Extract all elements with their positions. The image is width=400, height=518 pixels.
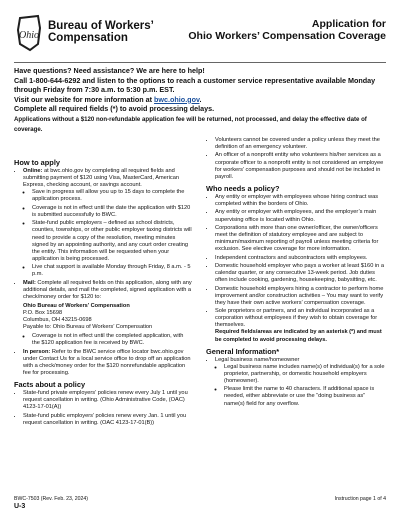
- website-link[interactable]: bwc.ohio.gov: [154, 94, 200, 104]
- footer-left: [14, 496, 88, 510]
- list-item: ◦ Please limit the name to 40 characters. If additional space is needed, either abbreviate or use the “doing business as” name(s) field for any overflow.: [224, 386, 386, 407]
- legal-name-sub-list: [215, 364, 386, 408]
- intro-visit-text: Visit our website for more information at: [14, 94, 153, 104]
- in-person-text: Refer to the BWC service office locator bwc.ohio.gov under Contact Us for a local service office to drop off an application with a check/money order for the $120 nonrefundable application fee for processing.: [23, 348, 191, 377]
- mail-label: Mail:: [23, 279, 36, 286]
- agency-line-2: Compensation: [48, 32, 128, 44]
- intro-section: [14, 66, 386, 134]
- list-item: • Volunteers cannot be covered under a policy unless they meet the definition of an emergency volunteer.: [215, 137, 386, 151]
- list-item: ◦ Save in progress will allow you up to 15 days to complete the application process.: [32, 189, 192, 203]
- mail-sub-list: [23, 333, 192, 347]
- list-item: ◦ Legal business name includes name(s) of individual(s) for a sole proprietor, partnership, or domestic household employers (homeowner).: [224, 364, 386, 385]
- form-title: [176, 18, 386, 42]
- list-item: [23, 168, 192, 278]
- intro-complete: Complete all required fields (*) to avoid processing delays.: [14, 104, 215, 114]
- form-code: U-3: [14, 503, 26, 510]
- list-item: • Any entity or employer with employees whose hiring contract was completed within the borders of Ohio.: [215, 194, 386, 208]
- list-item: ◦ Coverage is not in effect until the completed application, with the $120 application fee is received by BWC.: [32, 333, 192, 347]
- ohio-logo-icon: [14, 14, 44, 52]
- header-divider: [14, 62, 386, 63]
- svg-text:Ohio: Ohio: [19, 30, 39, 41]
- list-item: ◦ State-fund public employers – defined as school districts, counties, townships, or other public employer taxing districts will need to provide a copy of the resolution, meeting minutes signed by an appointing authority, and any court order creating the entity. This information will be requested when your application is being processed.: [32, 220, 192, 263]
- address-line: Ohio Bureau of Workers’ Compensation: [23, 302, 130, 309]
- volunteer-list: [206, 137, 386, 181]
- list-item: • Independent contractors and subcontractors with employees.: [215, 255, 386, 262]
- address-line: Columbus, OH 43215-0698: [23, 317, 92, 324]
- how-to-apply-heading: How to apply: [14, 158, 60, 167]
- who-needs-heading: Who needs a policy?: [206, 183, 280, 193]
- intro-call: Call 1-800-644-6292 and listen to the options to reach a customer service representative available Monday through Friday from 7:30 a.m. to 5:30 p.m. EST.: [14, 75, 376, 95]
- list-item: • Corporations with more than one owner/officer, the owner/officers meet the definition of statutory employee and are subject to minimum/maximum reporting of payroll unless meeting criteria for exclusion. See elective coverage for more information.: [215, 225, 386, 253]
- header: [14, 14, 386, 60]
- form-number: BWC-7503 (Rev. Feb. 23, 2024): [14, 496, 89, 502]
- list-item: • State-fund public employers’ policies renew every Jan. 1 until you request cancellation in writing. (OAC 4123-17-01(B)): [23, 413, 192, 427]
- general-info-heading: General Information*: [206, 346, 280, 356]
- general-info-list: [206, 357, 386, 408]
- list-item: [215, 357, 386, 408]
- list-item: ◦ Coverage is not in effect until the date the application with $120 is submitted successfully to BWC.: [32, 205, 192, 219]
- form-title-line-2: Ohio Workers’ Compensation Coverage: [188, 30, 386, 42]
- address-line: P.O. Box 15698: [23, 310, 63, 317]
- in-person-label: In person:: [23, 348, 51, 355]
- who-needs-list: [206, 194, 386, 344]
- legal-name-item: Legal business name/homeowner: [215, 356, 300, 363]
- list-item: • State-fund private employers’ policies renew every July 1 until you request cancellation in writing. (Ohio Administrative Code, (OAC) 4123-17-01(A)): [23, 390, 192, 411]
- facts-list: [14, 390, 192, 427]
- mail-text: Complete all required fields on this application, along with any additional details, and mail the completed, signed application with a check/money order for $120 to:: [23, 279, 192, 300]
- intro-question: Have questions? Need assistance? We are here to help!: [14, 66, 205, 75]
- list-item: • An officer of a nonprofit entity who volunteers his/her services as a corporate officer to a nonprofit entity is not considered an employee for workers’ compensation purposes and should not be included in payroll.: [215, 152, 386, 180]
- address-line: Payable to: Ohio Bureau of Workers’ Compensation: [23, 324, 153, 331]
- left-column: [14, 159, 192, 428]
- online-text: at bwc.ohio.gov by completing all required fields and submitting payment of $120 using Visa, MasterCard, American Express, checking account, or savings account.: [23, 168, 180, 189]
- required-fields-note: Required fields/areas are indicated by an asterisk (*) and must be completed to avoid processing delays.: [215, 329, 382, 343]
- agency-line-1: Bureau of Workers’: [48, 20, 154, 32]
- list-item: [23, 280, 192, 348]
- list-item: [215, 308, 386, 343]
- facts-heading: Facts about a policy: [14, 380, 86, 390]
- form-title-line-1: Application for: [311, 18, 386, 30]
- list-item: • Any entity or employer with employees, and the employer’s main supervising office is located within Ohio.: [215, 209, 386, 223]
- agency-name: [48, 20, 178, 44]
- list-item: • Domestic household employers hiring a contractor to perform home improvement and/or construction activities – You may want to verify they have their own active workers’ compensation coverage.: [215, 286, 386, 307]
- right-column: [206, 137, 386, 409]
- list-item: • Domestic household employer who pays a worker at least $160 in a calendar quarter, or any consecutive 13-week period. Job duties often include cooking, gardening, housekeeping, babysitting, etc.: [215, 263, 386, 284]
- intro-note: Applications without a $120 non-refundable application fee will be returned, not processed, and delay the effective date of coverage.: [14, 115, 367, 133]
- page-number: Instruction page 1 of 4: [334, 496, 386, 502]
- how-to-apply-list: [14, 168, 192, 377]
- list-item: [23, 349, 192, 377]
- mailing-address: [23, 303, 192, 331]
- sole-proprietor-text: Sole proprietors or partners, and an individual incorporated as a corporation without employees if they wish to obtain coverage for themselves.: [215, 308, 378, 329]
- list-item: ◦ Live chat support is available Monday through Friday, 8 a.m. - 5 p.m.: [32, 264, 192, 278]
- online-label: Online:: [23, 168, 43, 175]
- intro-visit: Visit our website for more information at bwc.ohio.gov.: [14, 94, 202, 104]
- online-sub-list: [23, 189, 192, 278]
